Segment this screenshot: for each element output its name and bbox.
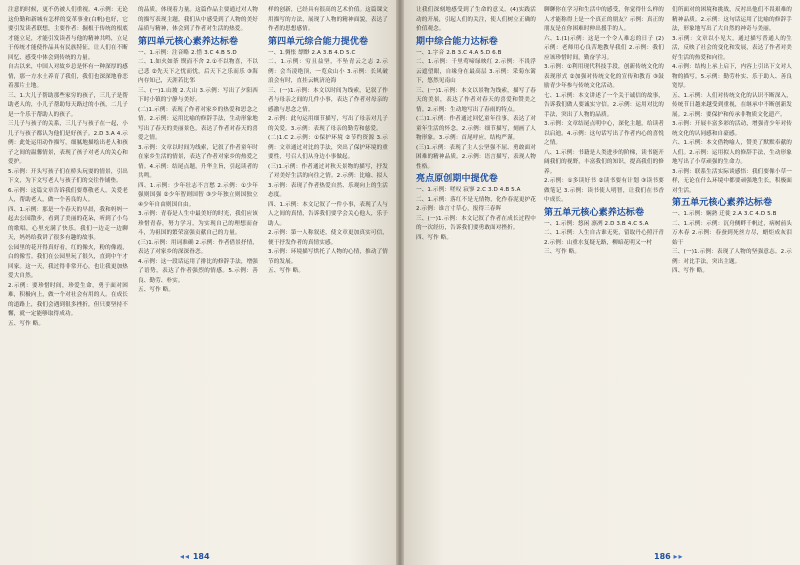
- text-column-3: [268, 6, 388, 546]
- answer-paragraph: 三、(一)1.示例：本文以时间为线索，记叙了作者与母亲之间的几件小事，表达了作者对母亲的感激与思念之情。: [268, 87, 388, 113]
- answer-paragraph: 二、1.示例：示例：沉舟侧畔千帆过，病树前头万木春 2.示例：春蚕到死丝方尽，蜡炬成灰泪始干: [672, 220, 792, 246]
- answer-paragraph: 二、1.示例：人生自古谁无死，留取丹心照汗青 2.示例：山重水复疑无路，柳暗花明又一村: [544, 230, 664, 246]
- answer-paragraph: 四、1.示例：那是一个春天的早晨，我和妈妈一起去公园散步，看到了美丽的花朵，听到了小鸟的歌唱，心里充满了快乐。我们一边走一边聊天，妈妈给我讲了很多有趣的故事。: [8, 206, 128, 241]
- answer-paragraph: 五、写作 略。: [8, 320, 45, 327]
- answer-paragraph: 二、1.如火如荼 锲而不舍 2.①不以物喜，不以己悲 ②先天下之忧而忧，后天下之乐而乐 ③海内存知己，天涯若比邻: [138, 59, 258, 84]
- section-title: 第五单元核心素养达标卷: [672, 198, 773, 208]
- answer-paragraph: 2.示例：此句运用细节描写，写出了母亲对儿子的关爱。3.示例：表现了母亲的勤劳和慈爱。: [268, 116, 388, 132]
- answer-paragraph: 三、(一)1.示例：表现了人物的坚强意志。2.示例：对比手法，突出主题。: [672, 249, 792, 265]
- answer-paragraph: 三、(一)1.示例：本文以景物为线索，描写了春天的美景，表达了作者对春天的喜爱和赞美之情。2.示例：生动地写出了春雨的特点。: [416, 87, 536, 113]
- answer-paragraph: 一、1.示例：娴熟 迁徙 2.A 3.C 4.D 5.B: [672, 211, 777, 217]
- section-title: 第五单元核心素养达标卷: [544, 207, 645, 218]
- answer-paragraph: 3.示例：开展丰富多彩的活动，增强青少年对传统文化的认同感和自豪感。: [672, 121, 792, 137]
- answer-paragraph: 三、写作 略。: [544, 249, 581, 255]
- answer-paragraph: 让我们深刻地感受到了生命的意义。(4)实践活动的开展，引起人们的关注，使人们树立正确的价值观念。: [416, 7, 536, 32]
- answer-paragraph: 一、1.惆怅 缥缈 2.A 3.B 4.D 5.C: [268, 49, 356, 56]
- section-title: 第四单元核心素养达标卷: [138, 36, 239, 47]
- page-arrow-left: ◂◂: [180, 552, 191, 561]
- answer-paragraph: 3.示例：文章结尾点明中心，深化主题，给读者以启迪。4.示例：这句话写出了作者内心的喜悦之情。: [544, 121, 664, 146]
- page-number-right-value: 186: [654, 552, 671, 561]
- answer-paragraph: 二、1.示例：千里莺啼绿映红 2.示例：不畏浮云遮望眼，自缘身在最高层 3.示例：采菊东篱下，悠然见南山: [416, 59, 536, 84]
- answer-paragraph: 2.示例：要珍惜时间，珍爱生命，勇于面对困难，积极向上，做一个对社会有用的人。在成长的道路上，我们会遇到很多挫折，但只要坚持不懈，就一定能够取得成功。: [8, 282, 128, 317]
- answer-paragraph: (三)1.示例：表现了主人公坚强不屈、勇敢面对困难的精神品质。2.示例：语言描写，表现人物性格。: [416, 144, 536, 170]
- answer-paragraph: 三、(一)1.示例：本文记叙了作者在成长过程中的一次经历，告诉我们要勇敢面对挫折。: [416, 215, 536, 231]
- answer-paragraph: (二)1.示例：表现了作者对家乡的热爱和思念之情。2.示例：运用比喻的修辞手法，生动形象地写出了春天的美丽景色，表达了作者对春天的喜爱之情。: [138, 106, 258, 141]
- answer-paragraph: 3.示例：环境描写烘托了人物的心情，推动了情节的发展。: [268, 249, 388, 265]
- page-number-left: [180, 552, 210, 561]
- answer-paragraph: 2.示例：①多读好书 ②读书要有计划 ③读书要做笔记 3.示例：读书使人明智，让我们在书香中成长。: [544, 178, 664, 203]
- text-column-6: [672, 6, 792, 546]
- answer-paragraph: (三)1.示例：作者通过对秋天景物的描写，抒发了对美好生活的向往之情。2.示例：比喻、拟人 3.示例：表现了作者热爱自然、乐观向上的生活态度。: [268, 163, 388, 198]
- text-column-5: [544, 6, 664, 546]
- answer-paragraph: 三、(一)1.山坡 2.大山 3.示例：写出了夕阳西下时小镇的宁静与美好。: [138, 87, 258, 103]
- section-title: 期中综合能力达标卷: [416, 36, 498, 47]
- answer-paragraph: 们所面对的困境和挑战，反衬出他们不畏艰难的精神品质。2.示例：这句话运用了比喻的修辞手法，形象地写出了大自然的神奇与美丽。: [672, 7, 792, 32]
- answer-paragraph: 七、1.示例：本文讲述了一个关于诚信的故事，告诉我们做人要诚实守信。2.示例：运用对比的手法，突出了人物的品质。: [544, 92, 664, 118]
- answer-paragraph: 4.示例：结构上承上启下，内容上引出下文对人物的描写。5.示例：勤劳朴实、乐于助人、善良宽厚。: [672, 64, 792, 89]
- section-title: 第四单元综合能力提优卷: [268, 36, 369, 47]
- text-column-4: [416, 6, 536, 546]
- answer-paragraph: 3.示例：联系生活实际谈感悟：我们要像小草一样，无论在什么环境中都要顽强地生长，积极面对生活。: [672, 168, 792, 194]
- answer-paragraph: 一、1.示例：悠闲 凛冽 2.D 3.B 4.C 5.A: [544, 220, 649, 227]
- answer-paragraph: 聊聊你在学习和生活中的感受，你觉得什么样的人才能称得上是一个真正的朋友？示例：真正的朋友是在你困难时伸出援手的人。: [544, 7, 664, 32]
- answer-paragraph: 一、1.示例：注音略 2.惜 3.C 4.B 5.D: [138, 49, 237, 56]
- answer-paragraph: 3.示例：文章以时间为线索，记叙了作者童年时在家乡生活的情景，表达了作者对家乡的热爱之情。4.示例：结尾点题，升华主旨，引起读者的共鸣。: [138, 144, 258, 179]
- answer-paragraph: 3.示例：文章以小见大，通过描写普通人的生活，反映了社会的变化和发展，表达了作者对美好生活的热爱和向往。: [672, 35, 792, 61]
- answer-paragraph: 二、1.示例：落红不是无情物，化作春泥更护花 2.示例：谁言寸草心，报得三春晖: [416, 196, 536, 212]
- text-column-1: [8, 6, 128, 546]
- answer-paragraph: 公园里的花开得真好看，红的像火，粉的像霞，白的像雪。我们在公园里玩了很久，直到中午才回家。这一天，我过得非常开心，也让我更加热爱大自然。: [8, 244, 128, 279]
- answer-paragraph: 3.示例：①利用现代科技手段，创新传统文化的表现形式 ②加强对传统文化的宣传和教育 ③鼓励青少年参与传统文化活动。: [544, 64, 664, 89]
- answer-paragraph: 六、1.示例：本文借物喻人，赞美了默默奉献的人们。2.示例：运用拟人的修辞手法，生动形象地写出了小草顽强的生命力。: [672, 140, 792, 165]
- answer-paragraph: 六、1.(1)示例：这是一个令人难忘的日子 (2)示例：老师用心良苦地教导我们 2.示例：我们应该珍惜时间，勤奋学习。: [544, 35, 664, 61]
- page-number-left-value: 184: [192, 552, 210, 561]
- answer-paragraph: 6.示例：这篇文章告诉我们要尊敬老人，关爱老人，帮助老人，做一个善良的人。: [8, 187, 128, 203]
- answer-paragraph: 2.示例：第一人称叙述，使文章更加真实可信，便于抒发作者的真情实感。: [268, 230, 388, 246]
- left-page: [0, 0, 396, 565]
- answer-paragraph: (三)1.示例：用词准确 2.示例：作者借景抒情，表达了对家乡的深深眷恋。: [138, 239, 258, 255]
- answer-paragraph: 四、1.示例：本文记叙了一件小事，表现了人与人之间的真情，告诉我们要学会关心他人，乐于助人。: [268, 201, 388, 227]
- answer-paragraph: 的品质，体现着力量。这篇作品主要通过对人物的描写表现主题，我们从中感受到了人物的美好品质与精神，体会到了作者对生活的热爱。: [138, 7, 258, 32]
- answer-paragraph: 四、写作 略。: [672, 268, 709, 274]
- answer-paragraph: 注意的时候，更不仍被人们重视。4.示例：无论这份勤和新城有怎样的变革事业(白帆)也好，它要引发读者联想，主要作者：掘根于传统的根底才能立足，才能引发读者与他的精神共鸣，立足于传统才能使作品具有民族特征，让人们在不断回忆、感受中体会到传统的力量。: [8, 7, 128, 61]
- right-page: [404, 0, 800, 565]
- answer-paragraph: 三儿子与孩子的关系，三儿子与孩子在一起，小儿子与孩子都认为他们是好孩子。2.D 3.A 4.示例：此处运用动作描写，细腻地描绘出老人和孩子之间的温馨情景，表现了孩子对老人的关心和爱护。: [8, 121, 128, 165]
- page-arrow-right: ▸▸: [673, 552, 684, 561]
- answer-paragraph: 八、1.示例：书籍是人类进步的阶梯，读书能开阔我们的视野，丰富我们的知识，提高我们的修养。: [544, 149, 664, 175]
- answer-paragraph: 5.示例：开头写孩子们在桥头玩耍的情景，引出下文，为下文写老人与孩子们的交往作铺垫。: [8, 168, 128, 184]
- answer-paragraph: 自古以来，中国人对故乡总是怀有一种深厚的感情，那一方水土养育了我们，我们也深深地眷恋着那片土地。: [8, 64, 128, 89]
- answer-paragraph: 五、写作 略。: [268, 268, 305, 274]
- answer-paragraph: 四、写作 略。: [416, 234, 453, 241]
- answer-paragraph: 四、1.示例：少年壮志不言愁 2.示例：①少年强则国强 ②少年智则国智 ③少年独立则国独立 ④少年自由则国自由。: [138, 182, 258, 208]
- answer-paragraph: 样的创新，已经具有很高的艺术价值。这篇课文用描写的方法，展现了人物的精神面貌，表达了作者的思想感情。: [268, 7, 388, 32]
- text-column-2: [138, 6, 258, 546]
- answer-paragraph: 五、1.示例：人们对传统文化的认识不断深入，传统节日越来越受到重视，在继承中不断创新发展。2.示例：要保护和传承非物质文化遗产。: [672, 92, 792, 118]
- answer-paragraph: 三、1.大儿子帮助那些家穷的孩子，三儿子是帮助老人的，小儿子帮助每天路过的小孩，二儿子是一个乐于帮助人的孩子。: [8, 92, 128, 118]
- answer-paragraph: 一、1.字音 2.B 3.C 4.A 5.D 6.B: [416, 49, 502, 56]
- section-title: 亮点原创期中提优卷: [416, 174, 498, 184]
- answer-paragraph: 3.示例：青春是人生中最美好的时光，我们应该珍惜青春，努力学习，为实现自己的理想而奋斗，为祖国的繁荣富强贡献自己的力量。: [138, 211, 258, 236]
- answer-paragraph: 五、写作 略。: [138, 287, 175, 293]
- answer-paragraph: 4.示例：这一段话运用了排比的修辞手法，增强了语势，表达了作者强烈的情感。5.示例：善良、勤劳、朴实。: [138, 258, 258, 284]
- answer-paragraph: (二)1.C 2.示例：①保护环境 ②节约资源 3.示例：文章通过对比的手法，突出了保护环境的重要性，号召人们从身边小事做起。: [268, 135, 388, 160]
- book-gutter: [396, 0, 404, 565]
- answer-paragraph: 二、1.示例：穷且益坚，不坠青云之志 2.示例：会当凌绝顶，一览众山小 3.示例：长风破浪会有时，直挂云帆济沧海: [268, 59, 388, 84]
- answer-paragraph: 一、1.示例：嗟叹 寂寥 2.C 3.D 4.B 5.A: [416, 187, 521, 193]
- page-number-right: [654, 552, 684, 561]
- answer-paragraph: (二)1.示例：作者通过回忆童年往事，表达了对童年生活的怀念。2.示例：细节描写，刻画了人物形象。3.示例：首尾呼应，结构严谨。: [416, 116, 536, 141]
